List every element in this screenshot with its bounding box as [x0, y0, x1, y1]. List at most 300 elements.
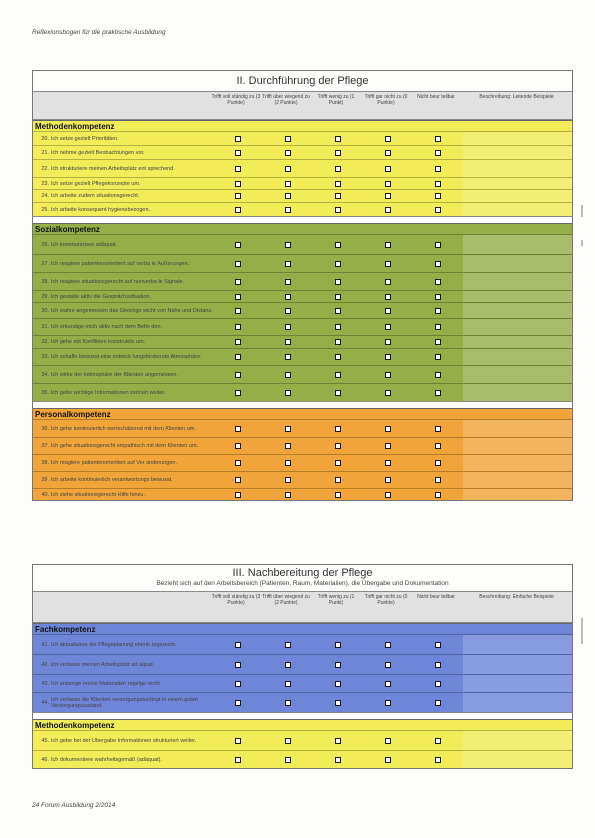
- group-spacer: [33, 216, 572, 223]
- criterion-text: Ich kommuniziere adäquat.: [51, 241, 118, 248]
- rating-cell: [213, 477, 263, 483]
- rating-checkbox[interactable]: [335, 181, 341, 187]
- rating-cell: [313, 443, 363, 449]
- description-cell[interactable]: [463, 303, 572, 318]
- description-cell[interactable]: [463, 655, 572, 674]
- rating-cell: [213, 166, 263, 172]
- criterion-text: Ich arbeite kontinuierlich verantwortungs bewusst.: [51, 477, 173, 483]
- rating-checkbox[interactable]: [435, 642, 441, 648]
- section-3-body: [33, 623, 572, 768]
- rating-cell: [263, 492, 313, 498]
- criterion-row: [33, 318, 572, 335]
- rating-checkbox[interactable]: [235, 294, 241, 300]
- rating-checkbox[interactable]: [285, 181, 291, 187]
- rating-cell: [363, 136, 413, 142]
- rating-cell: [413, 242, 463, 248]
- rating-checkbox[interactable]: [435, 681, 441, 687]
- column-header: Trifft über wiegend zu (2 Punkte): [262, 594, 310, 606]
- description-cell[interactable]: [463, 190, 572, 202]
- rating-cell: [363, 492, 413, 498]
- rating-cell: [313, 738, 363, 744]
- criterion-number: 43.: [41, 680, 49, 687]
- criterion-row: [33, 177, 572, 189]
- rating-checkbox[interactable]: [285, 261, 291, 267]
- rating-cell: [363, 477, 413, 483]
- rating-cell: [263, 339, 313, 345]
- rating-checkbox[interactable]: [435, 492, 441, 498]
- description-cell[interactable]: [463, 132, 572, 145]
- rating-cell: [363, 324, 413, 330]
- rating-checkbox[interactable]: [335, 390, 341, 396]
- criterion-number: 37.: [41, 443, 49, 449]
- rating-cell: [313, 460, 363, 466]
- rating-checkbox[interactable]: [285, 166, 291, 172]
- rating-checkbox[interactable]: [235, 339, 241, 345]
- criterion-row: [33, 437, 572, 454]
- description-cell[interactable]: [463, 751, 572, 768]
- column-header: Trifft wenig zu (1 Punkt): [317, 594, 355, 606]
- rating-cell: [263, 662, 313, 668]
- rating-checkbox[interactable]: [285, 443, 291, 449]
- rating-checkbox[interactable]: [285, 662, 291, 668]
- description-cell[interactable]: [463, 420, 572, 437]
- rating-cell: [313, 757, 363, 763]
- rating-checkbox[interactable]: [435, 136, 441, 142]
- rating-checkbox[interactable]: [385, 738, 391, 744]
- rating-cell: [213, 181, 263, 187]
- rating-checkbox[interactable]: [235, 738, 241, 744]
- group-heading: Methodenkompetenz: [33, 719, 572, 730]
- rating-checkbox[interactable]: [385, 324, 391, 330]
- rating-checkbox[interactable]: [385, 150, 391, 156]
- criterion-text: Ich verlasse meinen Arbeitsplatz ad äquat.: [51, 661, 155, 668]
- rating-checkbox[interactable]: [385, 207, 391, 213]
- rating-checkbox[interactable]: [335, 308, 341, 314]
- rating-cell: [213, 460, 263, 466]
- rating-checkbox[interactable]: [285, 324, 291, 330]
- rating-checkbox[interactable]: [435, 460, 441, 466]
- column-header: Trifft wenig zu (1 Punkt): [317, 94, 355, 106]
- rating-checkbox[interactable]: [435, 324, 441, 330]
- description-cell[interactable]: [463, 384, 572, 401]
- page-header: Reflexionsbogen für die praktische Ausbildung: [32, 29, 166, 36]
- rating-checkbox[interactable]: [235, 261, 241, 267]
- rating-checkbox[interactable]: [385, 443, 391, 449]
- rating-checkbox[interactable]: [285, 492, 291, 498]
- rating-checkbox[interactable]: [385, 261, 391, 267]
- rating-checkbox[interactable]: [235, 136, 241, 142]
- rating-checkbox[interactable]: [335, 150, 341, 156]
- rating-checkbox[interactable]: [435, 700, 441, 706]
- description-cell[interactable]: [463, 489, 572, 500]
- rating-cell: [363, 181, 413, 187]
- rating-cell: [363, 308, 413, 314]
- rating-cell: [363, 193, 413, 199]
- rating-cell: [413, 642, 463, 648]
- rating-checkbox[interactable]: [335, 426, 341, 432]
- rating-cell: [413, 207, 463, 213]
- criterion-number: 41.: [41, 641, 49, 648]
- rating-cell: [413, 261, 463, 267]
- rating-checkbox[interactable]: [235, 477, 241, 483]
- rating-checkbox[interactable]: [235, 372, 241, 378]
- rating-checkbox[interactable]: [385, 242, 391, 248]
- criterion-number: 20.: [41, 135, 49, 142]
- rating-cell: [313, 642, 363, 648]
- criterion-text: Ich ziehe situationsgerecht Hilfe hinzu.: [51, 491, 145, 498]
- rating-checkbox[interactable]: [435, 477, 441, 483]
- rating-checkbox[interactable]: [285, 136, 291, 142]
- rating-checkbox[interactable]: [435, 662, 441, 668]
- rating-checkbox[interactable]: [385, 642, 391, 648]
- rating-checkbox[interactable]: [235, 460, 241, 466]
- rating-checkbox[interactable]: [385, 354, 391, 360]
- rating-checkbox[interactable]: [435, 207, 441, 213]
- criterion-row: [33, 383, 572, 401]
- rating-checkbox[interactable]: [285, 207, 291, 213]
- rating-checkbox[interactable]: [335, 492, 341, 498]
- rating-checkbox[interactable]: [335, 136, 341, 142]
- rating-checkbox[interactable]: [385, 294, 391, 300]
- rating-checkbox[interactable]: [285, 426, 291, 432]
- rating-checkbox[interactable]: [235, 193, 241, 199]
- rating-cell: [313, 193, 363, 199]
- rating-cell: [313, 166, 363, 172]
- rating-cell: [413, 757, 463, 763]
- rating-checkbox[interactable]: [285, 193, 291, 199]
- rating-cell: [263, 279, 313, 285]
- rating-cell: [213, 150, 263, 156]
- rating-checkbox[interactable]: [385, 181, 391, 187]
- description-cell[interactable]: [463, 438, 572, 454]
- rating-checkbox[interactable]: [385, 279, 391, 285]
- criterion-row: [33, 730, 572, 750]
- rating-cell: [363, 390, 413, 396]
- description-cell[interactable]: [463, 336, 572, 348]
- rating-cell: [413, 477, 463, 483]
- rating-checkbox[interactable]: [385, 662, 391, 668]
- rating-checkbox[interactable]: [385, 390, 391, 396]
- criterion-row: [33, 750, 572, 768]
- rating-cell: [213, 642, 263, 648]
- group-heading: Methodenkompetenz: [33, 120, 572, 131]
- rating-cell: [213, 207, 263, 213]
- rating-cell: [263, 354, 313, 360]
- rating-checkbox[interactable]: [435, 308, 441, 314]
- criterion-text: Ich nehme gezielt Beobachtungen vor.: [51, 149, 145, 156]
- column-header-row: [33, 91, 572, 120]
- rating-checkbox[interactable]: [335, 324, 341, 330]
- rating-checkbox[interactable]: [335, 193, 341, 199]
- criterion-row: [33, 674, 572, 692]
- rating-checkbox[interactable]: [435, 193, 441, 199]
- rating-cell: [263, 136, 313, 142]
- description-cell[interactable]: [463, 693, 572, 712]
- description-cell[interactable]: [463, 255, 572, 272]
- rating-checkbox[interactable]: [285, 354, 291, 360]
- rating-checkbox[interactable]: [435, 150, 441, 156]
- rating-checkbox[interactable]: [435, 354, 441, 360]
- rating-checkbox[interactable]: [235, 642, 241, 648]
- rating-checkbox[interactable]: [385, 308, 391, 314]
- rating-cell: [263, 681, 313, 687]
- rating-checkbox[interactable]: [285, 242, 291, 248]
- rating-checkbox[interactable]: [335, 738, 341, 744]
- column-header: Trifft voll ständig zu (3 Punkte): [211, 94, 261, 106]
- rating-checkbox[interactable]: [285, 477, 291, 483]
- rating-cell: [363, 354, 413, 360]
- rating-cell: [313, 242, 363, 248]
- rating-cell: [213, 324, 263, 330]
- description-cell[interactable]: [463, 291, 572, 302]
- rating-checkbox[interactable]: [285, 681, 291, 687]
- group-heading: Personalkompetenz: [33, 408, 572, 419]
- rating-cell: [363, 261, 413, 267]
- rating-cell: [413, 181, 463, 187]
- rating-cell: [363, 642, 413, 648]
- description-cell[interactable]: [463, 203, 572, 216]
- criterion-text: Ich setze gezielt Prioritäten.: [51, 135, 119, 142]
- rating-cell: [313, 279, 363, 285]
- rating-checkbox[interactable]: [235, 279, 241, 285]
- description-cell[interactable]: [463, 675, 572, 692]
- rating-cell: [363, 339, 413, 345]
- rating-cell: [413, 308, 463, 314]
- criterion-number: 39.: [41, 477, 49, 483]
- description-cell[interactable]: [463, 160, 572, 177]
- rating-cell: [363, 242, 413, 248]
- rating-cell: [263, 242, 313, 248]
- criterion-text: Ich arbeite zudem situationsgerecht.: [51, 193, 140, 199]
- rating-checkbox[interactable]: [285, 460, 291, 466]
- rating-checkbox[interactable]: [435, 339, 441, 345]
- rating-checkbox[interactable]: [285, 294, 291, 300]
- criterion-text: Ich strukturiere meinen Arbeitsplatz ent sprechend.: [51, 165, 175, 172]
- column-header: Beschreibung: Einfache Beispiele: [479, 594, 554, 600]
- rating-cell: [413, 460, 463, 466]
- rating-checkbox[interactable]: [335, 443, 341, 449]
- criterion-row: [33, 634, 572, 654]
- group-heading: Sozialkompetenz: [33, 223, 572, 234]
- description-cell[interactable]: [463, 146, 572, 159]
- rating-cell: [263, 294, 313, 300]
- scan-edge-mark: [581, 240, 583, 246]
- description-cell[interactable]: [463, 319, 572, 335]
- rating-cell: [263, 757, 313, 763]
- criterion-row: [33, 692, 572, 712]
- rating-checkbox[interactable]: [385, 477, 391, 483]
- rating-cell: [413, 166, 463, 172]
- rating-checkbox[interactable]: [435, 757, 441, 763]
- rating-checkbox[interactable]: [285, 339, 291, 345]
- rating-checkbox[interactable]: [235, 426, 241, 432]
- rating-checkbox[interactable]: [235, 492, 241, 498]
- rating-checkbox[interactable]: [285, 642, 291, 648]
- rating-checkbox[interactable]: [435, 443, 441, 449]
- column-header: Trifft gar nicht zu (0 Punkte): [364, 94, 408, 106]
- criterion-text: Ich aktualisiere die Pflegeplanung ebenb ürgerecht.: [51, 641, 177, 648]
- scan-edge-mark: [581, 205, 583, 217]
- rating-checkbox[interactable]: [385, 136, 391, 142]
- rating-checkbox[interactable]: [385, 339, 391, 345]
- criterion-number: 24.: [41, 193, 49, 199]
- rating-checkbox[interactable]: [285, 390, 291, 396]
- column-header: Trifft über wiegend zu (2 Punkte): [262, 94, 310, 106]
- description-cell[interactable]: [463, 455, 572, 471]
- rating-cell: [213, 279, 263, 285]
- rating-checkbox[interactable]: [385, 700, 391, 706]
- rating-cell: [413, 443, 463, 449]
- rating-checkbox[interactable]: [235, 681, 241, 687]
- rating-checkbox[interactable]: [285, 738, 291, 744]
- rating-checkbox[interactable]: [335, 261, 341, 267]
- description-cell[interactable]: [463, 731, 572, 750]
- rating-cell: [413, 662, 463, 668]
- rating-checkbox[interactable]: [335, 242, 341, 248]
- rating-checkbox[interactable]: [385, 372, 391, 378]
- rating-checkbox[interactable]: [335, 207, 341, 213]
- rating-checkbox[interactable]: [435, 166, 441, 172]
- rating-checkbox[interactable]: [285, 308, 291, 314]
- rating-checkbox[interactable]: [335, 757, 341, 763]
- description-cell[interactable]: [463, 273, 572, 290]
- rating-checkbox[interactable]: [385, 193, 391, 199]
- section-3-title: III. Nachbereitung der Pflege: [232, 567, 373, 579]
- rating-checkbox[interactable]: [285, 150, 291, 156]
- criterion-row: [33, 254, 572, 272]
- description-cell[interactable]: [463, 178, 572, 189]
- rating-cell: [413, 150, 463, 156]
- rating-checkbox[interactable]: [385, 426, 391, 432]
- rating-checkbox[interactable]: [235, 181, 241, 187]
- rating-checkbox[interactable]: [385, 460, 391, 466]
- description-cell[interactable]: [463, 635, 572, 654]
- rating-cell: [263, 181, 313, 187]
- rating-checkbox[interactable]: [435, 261, 441, 267]
- criterion-text: Ich gehe mit Konflikten konstruktiv um.: [51, 339, 146, 345]
- rating-checkbox[interactable]: [235, 662, 241, 668]
- criterion-row: [33, 365, 572, 383]
- rating-checkbox[interactable]: [285, 279, 291, 285]
- rating-cell: [313, 372, 363, 378]
- criterion-row: [33, 335, 572, 348]
- criterion-text: Ich reagiere patientenorientiert auf verba le Äußerungen.: [51, 260, 190, 267]
- rating-checkbox[interactable]: [285, 372, 291, 378]
- rating-checkbox[interactable]: [435, 426, 441, 432]
- rating-cell: [413, 700, 463, 706]
- criterion-number: 33.: [41, 354, 49, 360]
- rating-checkbox[interactable]: [435, 294, 441, 300]
- rating-cell: [363, 757, 413, 763]
- rating-checkbox[interactable]: [235, 207, 241, 213]
- rating-cell: [213, 390, 263, 396]
- rating-checkbox[interactable]: [285, 757, 291, 763]
- rating-cell: [413, 390, 463, 396]
- rating-checkbox[interactable]: [335, 339, 341, 345]
- rating-cell: [263, 193, 313, 199]
- rating-cell: [263, 477, 313, 483]
- rating-checkbox[interactable]: [335, 681, 341, 687]
- rating-cell: [363, 279, 413, 285]
- column-header: Beschreibung: Leitende Beispiele: [479, 94, 554, 100]
- rating-cell: [263, 443, 313, 449]
- rating-checkbox[interactable]: [385, 681, 391, 687]
- rating-checkbox[interactable]: [435, 181, 441, 187]
- rating-checkbox[interactable]: [335, 642, 341, 648]
- criterion-number: 44.: [41, 699, 49, 706]
- rating-checkbox[interactable]: [335, 477, 341, 483]
- criterion-row: [33, 454, 572, 471]
- rating-cell: [213, 193, 263, 199]
- criterion-text: Ich schaffe bewusst eine entwick lungsfördernde Atmosphäre.: [51, 354, 202, 360]
- rating-checkbox[interactable]: [235, 757, 241, 763]
- rating-checkbox[interactable]: [435, 279, 441, 285]
- rating-checkbox[interactable]: [335, 294, 341, 300]
- description-cell[interactable]: [463, 235, 572, 254]
- rating-checkbox[interactable]: [335, 166, 341, 172]
- rating-cell: [213, 294, 263, 300]
- rating-checkbox[interactable]: [235, 700, 241, 706]
- rating-checkbox[interactable]: [335, 700, 341, 706]
- description-cell[interactable]: [463, 366, 572, 383]
- rating-checkbox[interactable]: [235, 443, 241, 449]
- rating-cell: [413, 354, 463, 360]
- rating-checkbox[interactable]: [285, 700, 291, 706]
- description-cell[interactable]: [463, 472, 572, 488]
- rating-cell: [413, 193, 463, 199]
- section-2-body: [33, 120, 572, 500]
- criterion-row: [33, 654, 572, 674]
- rating-cell: [263, 150, 313, 156]
- criterion-text: Ich gebe wichtige Informationen zeitnah weiter.: [51, 389, 166, 396]
- rating-checkbox[interactable]: [435, 738, 441, 744]
- rating-cell: [213, 426, 263, 432]
- rating-checkbox[interactable]: [235, 166, 241, 172]
- rating-checkbox[interactable]: [385, 757, 391, 763]
- rating-checkbox[interactable]: [435, 242, 441, 248]
- rating-checkbox[interactable]: [335, 354, 341, 360]
- rating-checkbox[interactable]: [235, 354, 241, 360]
- rating-checkbox[interactable]: [335, 279, 341, 285]
- rating-cell: [413, 372, 463, 378]
- rating-checkbox[interactable]: [235, 390, 241, 396]
- rating-checkbox[interactable]: [335, 662, 341, 668]
- rating-checkbox[interactable]: [235, 242, 241, 248]
- rating-checkbox[interactable]: [385, 492, 391, 498]
- rating-cell: [313, 339, 363, 345]
- rating-checkbox[interactable]: [435, 390, 441, 396]
- description-cell[interactable]: [463, 349, 572, 365]
- criterion-row: [33, 159, 572, 177]
- rating-cell: [213, 339, 263, 345]
- rating-checkbox[interactable]: [235, 150, 241, 156]
- rating-checkbox[interactable]: [435, 372, 441, 378]
- rating-checkbox[interactable]: [235, 308, 241, 314]
- rating-checkbox[interactable]: [335, 372, 341, 378]
- rating-cell: [313, 207, 363, 213]
- criterion-text: Ich dokumentiere wahrheitsgemäß (adäquat).: [51, 756, 162, 763]
- section-2-table: [32, 70, 573, 501]
- rating-checkbox[interactable]: [335, 460, 341, 466]
- rating-cell: [213, 136, 263, 142]
- criterion-number: 26.: [41, 241, 49, 248]
- scan-edge-mark: [581, 618, 583, 644]
- rating-cell: [213, 354, 263, 360]
- rating-checkbox[interactable]: [235, 324, 241, 330]
- rating-checkbox[interactable]: [385, 166, 391, 172]
- group-heading: Fachkompetenz: [33, 623, 572, 634]
- rating-cell: [263, 460, 313, 466]
